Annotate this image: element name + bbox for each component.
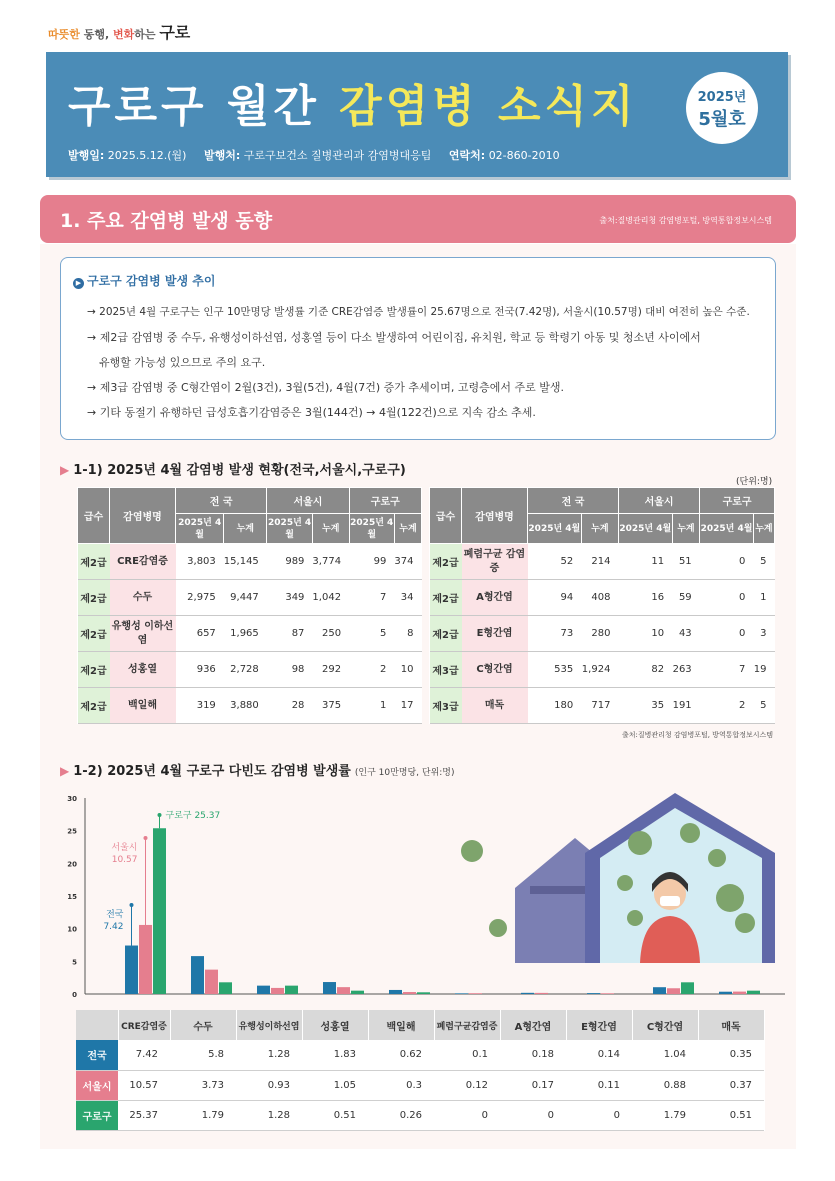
grade-cell: 제2급 — [78, 544, 110, 580]
value-cell: 2,728 — [224, 652, 267, 688]
subsection-1-1-title: 1-1) 2025년 4월 감염병 발생 현황(전국,서울시,구로구) — [73, 463, 406, 478]
value-cell: 99 — [349, 544, 394, 580]
value-cell: 11 — [618, 544, 672, 580]
y-tick-label: 25 — [67, 827, 77, 836]
rate-cell: 1.28 — [236, 1040, 302, 1070]
table-row — [78, 616, 422, 652]
rate-cell: 0.1 — [434, 1040, 500, 1070]
grade-cell: 제2급 — [78, 580, 110, 616]
triangle-icon: ▶ — [60, 764, 70, 778]
bar-구로구 — [285, 986, 298, 994]
bar-서울시 — [667, 988, 680, 994]
value-cell: 191 — [672, 688, 700, 724]
value-cell: 214 — [581, 544, 618, 580]
rate-col-header: E형간염 — [566, 1010, 632, 1040]
rate-row-header: 서울시 — [76, 1070, 118, 1100]
annotation-dot — [158, 813, 162, 817]
value-cell: 82 — [618, 652, 672, 688]
disease-cell: C형간염 — [462, 652, 528, 688]
bar-서울시 — [337, 987, 350, 994]
rate-cell: 1.79 — [632, 1100, 698, 1130]
value-cell: 3,880 — [224, 688, 267, 724]
rate-cell: 0.18 — [500, 1040, 566, 1070]
value-cell: 0 — [700, 580, 754, 616]
rate-cell: 0 — [434, 1100, 500, 1130]
rate-cell: 0 — [500, 1100, 566, 1130]
rate-cell: 1.83 — [302, 1040, 368, 1070]
value-cell: 1 — [349, 688, 394, 724]
date-label: 발행일: — [68, 149, 105, 162]
rate-cell: 25.37 — [118, 1100, 170, 1130]
trend-line: → 제2급 감염병 중 수두, 유행성이하선염, 성홍열 등이 다소 발생하여 어린이집, 유치원, 학교 등 학령기 아동 및 청소년 사이에서 — [87, 331, 701, 344]
value-cell: 1,042 — [312, 580, 349, 616]
table-row — [78, 544, 422, 580]
col-national: 전 국 — [528, 488, 619, 514]
bar-구로구 — [747, 991, 760, 994]
value-cell: 375 — [312, 688, 349, 724]
rate-col-header: 성홍열 — [302, 1010, 368, 1040]
bar-구로구 — [153, 828, 166, 994]
trend-list — [87, 300, 750, 425]
badge-year: 2025년 — [697, 90, 747, 105]
section-source: 출처:질병관리청 감염병포털, 방역통합정보시스템 — [599, 216, 772, 225]
bar-서울시 — [139, 925, 152, 994]
rate-cell: 1.28 — [236, 1100, 302, 1130]
header-banner — [46, 52, 788, 177]
rate-cell: 0.93 — [236, 1070, 302, 1100]
value-cell: 2 — [700, 688, 754, 724]
disease-cell: A형간염 — [462, 580, 528, 616]
value-cell: 94 — [528, 580, 582, 616]
value-cell: 5 — [753, 688, 774, 724]
rate-cell: 3.73 — [170, 1070, 236, 1100]
value-cell: 989 — [267, 544, 313, 580]
rate-cell: 10.57 — [118, 1070, 170, 1100]
value-cell: 717 — [581, 688, 618, 724]
annotation-value: 7.42 — [103, 922, 124, 932]
disease-cell: 백일해 — [110, 688, 176, 724]
rate-cell: 0.3 — [368, 1070, 434, 1100]
value-cell: 73 — [528, 616, 582, 652]
trend-box — [60, 257, 776, 440]
col-cum: 누계 — [581, 514, 618, 544]
issue-badge — [686, 72, 758, 144]
play-icon: ▶ — [73, 278, 84, 289]
col-grade: 급수 — [78, 488, 110, 544]
y-tick-label: 5 — [72, 958, 77, 967]
annotation-dot — [130, 903, 134, 907]
rate-cell: 0.14 — [566, 1040, 632, 1070]
col-cum: 누계 — [312, 514, 349, 544]
value-cell: 1,924 — [581, 652, 618, 688]
rate-col-header: 수두 — [170, 1010, 236, 1040]
bar-전국 — [587, 993, 600, 994]
rate-cell: 0.62 — [368, 1040, 434, 1070]
trend-heading-text: 구로구 감염병 발생 추이 — [87, 274, 216, 288]
slogan-mid: 동행, — [79, 28, 113, 41]
value-cell: 0 — [700, 544, 754, 580]
rate-col-header: 매독 — [698, 1010, 764, 1040]
col-cum: 누계 — [753, 514, 774, 544]
y-tick-label: 20 — [67, 860, 77, 869]
value-cell: 16 — [618, 580, 672, 616]
slogan-post: 하는 — [134, 28, 160, 41]
grade-cell: 제2급 — [430, 580, 462, 616]
grade-cell: 제3급 — [430, 652, 462, 688]
rate-col-header: CRE감염증 — [118, 1010, 170, 1040]
grade-cell: 제2급 — [78, 652, 110, 688]
title-highlight: 감염병 소식지 — [339, 81, 638, 132]
col-seoul: 서울시 — [618, 488, 699, 514]
page-title — [68, 70, 638, 134]
value-cell: 3 — [753, 616, 774, 652]
slogan-change: 변화 — [112, 28, 135, 41]
disease-cell: CRE감염증 — [110, 544, 176, 580]
contact-label: 연락처: — [448, 149, 486, 162]
bar-전국 — [521, 993, 534, 994]
col-apr: 2025년 4월 — [528, 514, 582, 544]
value-cell: 3,803 — [176, 544, 224, 580]
value-cell: 17 — [394, 688, 421, 724]
bar-구로구 — [219, 982, 232, 994]
y-tick-label: 15 — [67, 893, 77, 901]
col-cum: 누계 — [672, 514, 700, 544]
col-disease: 감염병명 — [462, 488, 528, 544]
value-cell: 2,975 — [176, 580, 224, 616]
value-cell: 292 — [312, 652, 349, 688]
rate-col-header: A형간염 — [500, 1010, 566, 1040]
annotation-label: 전국 — [106, 910, 124, 920]
bar-전국 — [257, 986, 270, 994]
col-national: 전 국 — [176, 488, 267, 514]
slogan-warm: 따뜻한 — [48, 28, 80, 41]
annotation-label: 구로구 25.37 — [165, 811, 221, 821]
table-row — [430, 688, 775, 724]
value-cell: 408 — [581, 580, 618, 616]
rate-row-header: 전국 — [76, 1040, 118, 1070]
value-cell: 10 — [394, 652, 421, 688]
rate-cell: 0.26 — [368, 1100, 434, 1130]
value-cell: 535 — [528, 652, 582, 688]
bar-구로구 — [681, 982, 694, 994]
trend-line: → 2025년 4월 구로구는 인구 10만명당 발생률 기준 CRE감염증 발생률이 25.67명으로 전국(7.42명), 서울시(10.57명) 대비 여전히 높은 수준. — [87, 306, 750, 318]
value-cell: 19 — [753, 652, 774, 688]
annotation-value: 10.57 — [111, 855, 138, 865]
triangle-icon: ▶ — [60, 463, 70, 477]
incidence-bar-chart — [40, 788, 796, 1008]
value-cell: 98 — [267, 652, 313, 688]
bar-구로구 — [351, 991, 364, 994]
value-cell: 87 — [267, 616, 313, 652]
rate-cell: 0.11 — [566, 1070, 632, 1100]
value-cell: 43 — [672, 616, 700, 652]
value-cell: 35 — [618, 688, 672, 724]
value-cell: 10 — [618, 616, 672, 652]
rate-cell: 1.05 — [302, 1070, 368, 1100]
publication-meta — [68, 147, 560, 163]
rate-col-header: C형간염 — [632, 1010, 698, 1040]
table-row — [430, 652, 775, 688]
col-disease: 감염병명 — [110, 488, 176, 544]
bar-전국 — [389, 990, 402, 994]
disease-cell: E형간염 — [462, 616, 528, 652]
guro-logo: 구로 — [159, 23, 191, 42]
value-cell: 15,145 — [224, 544, 267, 580]
rate-cell: 0.35 — [698, 1040, 764, 1070]
rate-table-corner — [76, 1010, 118, 1040]
bar-전국 — [719, 992, 732, 994]
grade-cell: 제2급 — [78, 688, 110, 724]
subsection-1-1 — [60, 459, 406, 478]
col-apr: 2025년 4월 — [618, 514, 672, 544]
incidence-table-left — [77, 487, 422, 724]
value-cell: 51 — [672, 544, 700, 580]
subsection-1-2-note: (인구 10만명당, 단위:명) — [354, 768, 455, 778]
publisher-label: 발행처: — [203, 149, 241, 162]
value-cell: 2 — [349, 652, 394, 688]
value-cell: 250 — [312, 616, 349, 652]
grade-cell: 제2급 — [78, 616, 110, 652]
rate-cell: 0 — [566, 1100, 632, 1130]
title-plain: 구로구 월간 — [68, 81, 320, 132]
grade-cell: 제2급 — [430, 544, 462, 580]
grade-cell: 제2급 — [430, 616, 462, 652]
rate-cell: 0.37 — [698, 1070, 764, 1100]
disease-cell: 수두 — [110, 580, 176, 616]
trend-line: 유행할 가능성 있으므로 주의 요구. — [99, 356, 266, 369]
incidence-table-right — [429, 487, 775, 724]
bar-구로구 — [417, 992, 430, 994]
publish-date: 2025.5.12.(월) — [107, 149, 187, 162]
annotation-label: 서울시 — [111, 843, 138, 853]
house-illustration — [461, 788, 775, 963]
rate-row — [76, 1100, 764, 1130]
bar-서울시 — [733, 992, 746, 994]
trend-heading — [73, 272, 215, 289]
bar-서울시 — [535, 993, 548, 994]
badge-month: 5월호 — [698, 109, 746, 130]
disease-cell: 폐렴구균 감염증 — [462, 544, 528, 580]
col-cum: 누계 — [394, 514, 421, 544]
col-apr: 2025년 4월 — [267, 514, 313, 544]
bar-서울시 — [271, 988, 284, 994]
rate-cell: 0.51 — [698, 1100, 764, 1130]
subsection-1-2 — [60, 760, 455, 779]
rate-col-header: 유행성이하선염 — [236, 1010, 302, 1040]
value-cell: 349 — [267, 580, 313, 616]
value-cell: 657 — [176, 616, 224, 652]
trend-line: → 기타 동절기 유행하던 급성호흡기감염증은 3월(144건) → 4월(122건)으로 지속 감소 추세. — [87, 406, 536, 419]
table-row — [430, 544, 775, 580]
y-tick-label: 30 — [67, 795, 77, 803]
rate-cell: 7.42 — [118, 1040, 170, 1070]
bar-전국 — [653, 987, 666, 994]
bar-서울시 — [469, 993, 482, 994]
disease-cell: 매독 — [462, 688, 528, 724]
value-cell: 3,774 — [312, 544, 349, 580]
col-apr: 2025년 4월 — [349, 514, 394, 544]
value-cell: 5 — [753, 544, 774, 580]
rate-cell: 0.88 — [632, 1070, 698, 1100]
rate-cell: 0.51 — [302, 1100, 368, 1130]
section-title: 1. 주요 감염병 발생 동향 — [60, 210, 273, 232]
value-cell: 5 — [349, 616, 394, 652]
publisher: 구로구보건소 질병관리과 감염병대응팀 — [243, 149, 432, 162]
rate-row-header: 구로구 — [76, 1100, 118, 1130]
disease-cell: 성홍열 — [110, 652, 176, 688]
value-cell: 180 — [528, 688, 582, 724]
bar-서울시 — [403, 992, 416, 994]
value-cell: 7 — [349, 580, 394, 616]
slogan — [48, 20, 190, 43]
rate-col-header: 폐렴구균감염증 — [434, 1010, 500, 1040]
col-apr: 2025년 4월 — [700, 514, 754, 544]
chart-area — [40, 788, 796, 1008]
disease-cell: 유행성 이하선염 — [110, 616, 176, 652]
subsection-1-2-title: 1-2) 2025년 4월 구로구 다빈도 감염병 발생률 — [73, 764, 351, 779]
col-guro: 구로구 — [700, 488, 775, 514]
value-cell: 374 — [394, 544, 421, 580]
bar-서울시 — [601, 993, 614, 994]
rate-cell: 0.17 — [500, 1070, 566, 1100]
bar-전국 — [125, 946, 138, 994]
table-row — [78, 652, 422, 688]
grade-cell: 제3급 — [430, 688, 462, 724]
col-grade: 급수 — [430, 488, 462, 544]
rate-table — [76, 1010, 765, 1131]
value-cell: 28 — [267, 688, 313, 724]
value-cell: 1 — [753, 580, 774, 616]
bar-전국 — [455, 993, 468, 994]
table-row — [78, 688, 422, 724]
value-cell: 8 — [394, 616, 421, 652]
value-cell: 1,965 — [224, 616, 267, 652]
annotation-dot — [144, 836, 148, 840]
rate-cell: 1.79 — [170, 1100, 236, 1130]
rate-col-header: 백일해 — [368, 1010, 434, 1040]
value-cell: 52 — [528, 544, 582, 580]
rate-cell: 1.04 — [632, 1040, 698, 1070]
col-guro: 구로구 — [349, 488, 421, 514]
table-row — [430, 616, 775, 652]
rate-cell: 0.12 — [434, 1070, 500, 1100]
rate-cell: 5.8 — [170, 1040, 236, 1070]
value-cell: 936 — [176, 652, 224, 688]
value-cell: 263 — [672, 652, 700, 688]
value-cell: 280 — [581, 616, 618, 652]
y-tick-label: 10 — [67, 925, 77, 934]
table-source: 출처:질병관리청 감염병포털, 방역통합정보시스템 — [622, 731, 774, 739]
trend-line: → 제3급 감염병 중 C형간염이 2월(3건), 3월(5건), 4월(7건) 증가 추세이며, 고령층에서 주로 발생. — [87, 381, 564, 394]
col-apr: 2025년 4월 — [176, 514, 224, 544]
value-cell: 319 — [176, 688, 224, 724]
value-cell: 9,447 — [224, 580, 267, 616]
rate-row — [76, 1040, 764, 1070]
y-tick-label: 0 — [72, 991, 77, 999]
bar-전국 — [323, 982, 336, 994]
value-cell: 59 — [672, 580, 700, 616]
contact: 02-860-2010 — [488, 149, 560, 162]
table-row — [78, 580, 422, 616]
table-row — [430, 580, 775, 616]
bar-전국 — [191, 956, 204, 994]
rate-row — [76, 1070, 764, 1100]
section-header — [40, 195, 796, 243]
unit-label: (단위:명) — [736, 477, 773, 487]
value-cell: 0 — [700, 616, 754, 652]
col-cum: 누계 — [224, 514, 267, 544]
value-cell: 34 — [394, 580, 421, 616]
col-seoul: 서울시 — [267, 488, 349, 514]
bar-서울시 — [205, 970, 218, 994]
value-cell: 7 — [700, 652, 754, 688]
